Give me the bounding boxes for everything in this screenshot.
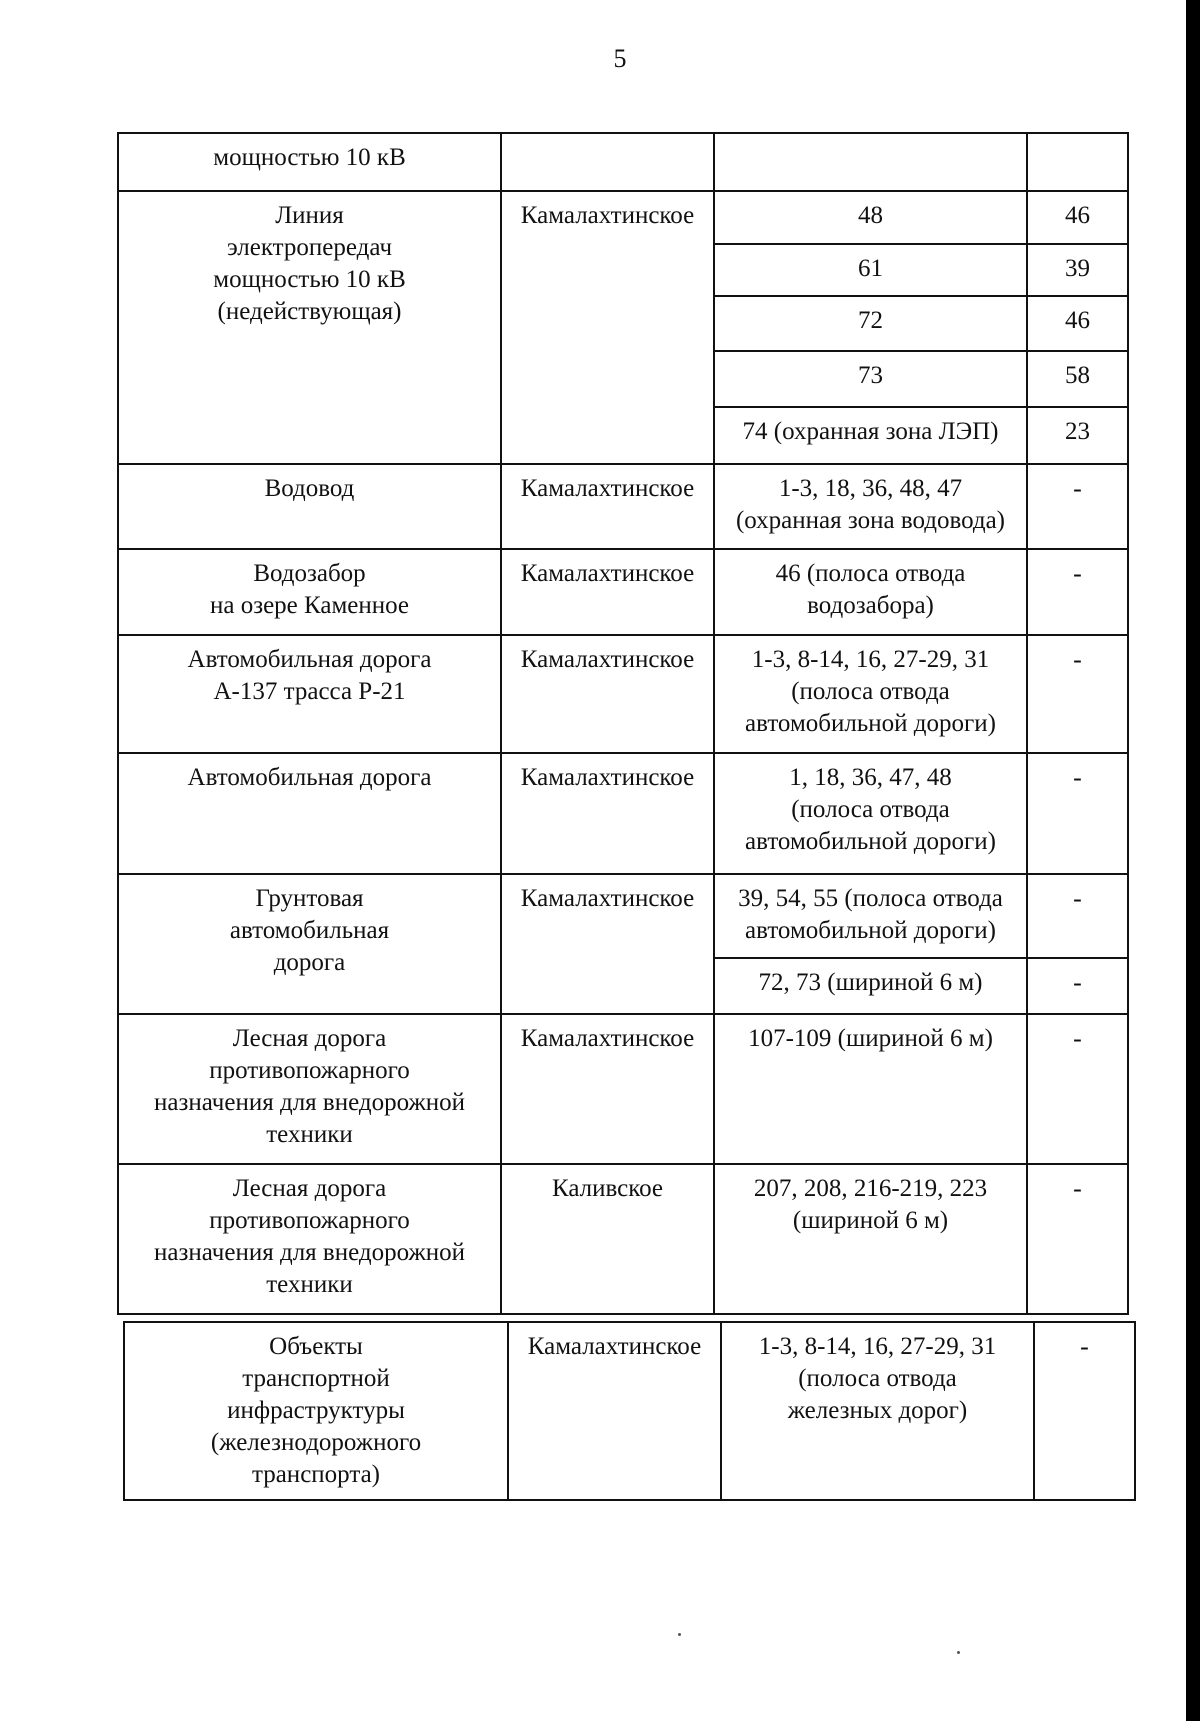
- object-name-line: на озере Каменное: [209, 592, 410, 619]
- area-cell: 58: [1027, 351, 1128, 407]
- area-cell: -: [1027, 874, 1128, 958]
- area-cell: 39: [1027, 244, 1128, 296]
- area-cell: 46: [1027, 296, 1128, 351]
- area-cell: -: [1027, 635, 1128, 753]
- table-row: [118, 1164, 1128, 1314]
- parcel-cell: [714, 635, 1027, 753]
- scan-speck: [678, 1633, 681, 1636]
- object-name-line: инфраструктуры: [227, 1397, 405, 1424]
- object-name-line: Линия: [275, 202, 344, 229]
- parcel-line: 1-3, 18, 36, 48, 47: [778, 475, 963, 502]
- object-name-line: техники: [266, 1121, 353, 1148]
- parcel-cell: [714, 958, 1027, 1014]
- object-cell: [124, 1322, 508, 1500]
- object-cell: [118, 1014, 501, 1164]
- district-cell: Камалахтинское: [501, 191, 714, 464]
- area-cell: -: [1027, 1014, 1128, 1164]
- parcel-line: 1, 18, 36, 47, 48: [789, 764, 952, 791]
- area-cell: -: [1027, 1164, 1128, 1314]
- object-cell: [118, 753, 501, 874]
- district-cell: [501, 133, 714, 191]
- object-name-line: автомобильная: [229, 917, 390, 944]
- table-row: [118, 1014, 1128, 1164]
- parcel-cell: [714, 133, 1027, 191]
- area-cell: -: [1027, 753, 1128, 874]
- parcel-cell: 74 (охранная зона ЛЭП): [714, 407, 1027, 464]
- parcel-cell: 61: [714, 244, 1027, 296]
- district-cell: Камалахтинское: [508, 1322, 721, 1500]
- parcel-line: автомобильной дороги): [745, 917, 996, 944]
- parcel-line: (полоса отвода: [798, 1365, 957, 1392]
- object-name-line: транспорта): [251, 1461, 380, 1488]
- district-cell: Камалахтинское: [501, 549, 714, 635]
- object-name-line: дорога: [273, 949, 346, 976]
- table-row: [118, 464, 1128, 549]
- parcel-cell: [714, 753, 1027, 874]
- parcel-cell: [721, 1322, 1034, 1500]
- district-cell: Камалахтинское: [501, 1014, 714, 1164]
- object-name-line: противопожарного: [209, 1057, 410, 1084]
- area-cell: [1027, 133, 1128, 191]
- parcel-line: (шириной 6 м): [792, 1207, 949, 1234]
- district-cell: Камалахтинское: [501, 635, 714, 753]
- parcel-line: железных дорог): [787, 1397, 968, 1424]
- object-name-line: (недействующая): [217, 298, 402, 325]
- object-name-line: назначения для внедорожной: [153, 1089, 466, 1116]
- parcel-cell: 48: [714, 191, 1027, 244]
- table-row: [124, 1322, 1135, 1500]
- scan-speck: [957, 1651, 960, 1654]
- object-name-line: Автомобильная дорога: [187, 764, 432, 791]
- district-cell: Каливское: [501, 1164, 714, 1314]
- object-name-line: Грунтовая: [255, 885, 364, 912]
- table-row: [118, 635, 1128, 753]
- object-name-line: техники: [266, 1271, 353, 1298]
- parcel-line: (охранная зона водовода): [735, 507, 1006, 534]
- object-name-line: назначения для внедорожной: [153, 1239, 466, 1266]
- area-cell: -: [1027, 464, 1128, 549]
- parcel-cell: [714, 549, 1027, 635]
- parcel-line: (полоса отвода: [791, 678, 950, 705]
- object-name-line: электропередач: [226, 234, 393, 261]
- parcel-line: 1-3, 8-14, 16, 27-29, 31: [751, 646, 990, 673]
- table-row: [118, 549, 1128, 635]
- area-cell: -: [1034, 1322, 1135, 1500]
- object-name-line: мощностью 10 кВ: [213, 266, 406, 293]
- object-name-line: транспортной: [242, 1365, 390, 1392]
- area-cell: 46: [1027, 191, 1128, 244]
- area-cell: 23: [1027, 407, 1128, 464]
- table-row: [118, 191, 1128, 244]
- parcel-cell: 72: [714, 296, 1027, 351]
- object-name-line: А-137 трасса Р-21: [213, 678, 406, 705]
- object-name-line: противопожарного: [209, 1207, 410, 1234]
- object-name-line: (железнодорожного: [210, 1429, 422, 1456]
- parcel-cell: 73: [714, 351, 1027, 407]
- parcel-line: 72, 73 (шириной 6 м): [758, 969, 983, 996]
- district-cell: Камалахтинское: [501, 874, 714, 1014]
- parcel-cell: [714, 1164, 1027, 1314]
- object-name-line: Водовод: [264, 475, 355, 502]
- parcel-line: 207, 208, 216-219, 223: [753, 1175, 988, 1202]
- parcel-line: 39, 54, 55 (полоса отвода: [738, 885, 1003, 912]
- district-cell: Камалахтинское: [501, 753, 714, 874]
- parcel-line: 107-109 (шириной 6 м): [748, 1025, 993, 1052]
- parcel-cell: [714, 1014, 1027, 1164]
- land-table-continued: [123, 1321, 1136, 1501]
- parcel-line: 46 (полоса отвода: [775, 560, 966, 587]
- parcel-line: водозабора): [807, 592, 934, 619]
- object-name-line: Лесная дорога: [232, 1175, 387, 1202]
- page-number: 5: [613, 44, 627, 73]
- table-row: [118, 133, 1128, 191]
- parcel-cell: [714, 464, 1027, 549]
- parcel-cell: [714, 874, 1027, 958]
- object-cell: [118, 1164, 501, 1314]
- object-cell: [118, 874, 501, 1014]
- parcel-line: автомобильной дороги): [745, 828, 996, 855]
- object-cell: [118, 191, 501, 464]
- land-table: [117, 132, 1129, 1315]
- object-name-line: Лесная дорога: [232, 1025, 387, 1052]
- table-row: [118, 753, 1128, 874]
- object-cell: [118, 635, 501, 753]
- area-cell: -: [1027, 549, 1128, 635]
- object-cell: мощностью 10 кВ: [118, 133, 501, 191]
- object-cell: [118, 464, 501, 549]
- area-cell: -: [1027, 958, 1128, 1014]
- district-cell: Камалахтинское: [501, 464, 714, 549]
- object-name-line: Объекты: [269, 1333, 363, 1360]
- parcel-line: автомобильной дороги): [745, 710, 996, 737]
- object-name-line: Автомобильная дорога: [187, 646, 432, 673]
- object-cell: [118, 549, 501, 635]
- parcel-line: (полоса отвода: [791, 796, 950, 823]
- parcel-line: 1-3, 8-14, 16, 27-29, 31: [758, 1333, 997, 1360]
- table-row: [118, 874, 1128, 958]
- object-name-line: Водозабор: [253, 560, 366, 587]
- page-edge: [1186, 0, 1200, 1721]
